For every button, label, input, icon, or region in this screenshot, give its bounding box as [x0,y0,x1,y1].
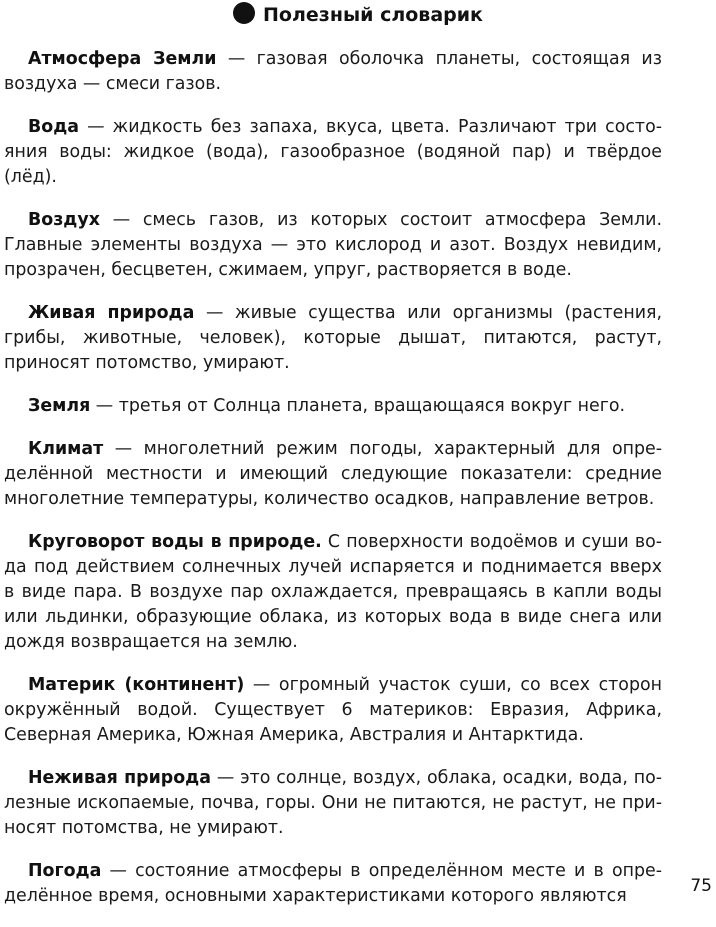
glossary-term: Атмосфера Земли [28,49,217,69]
glossary-entry-weather [4,859,662,909]
glossary-definition: — живые существа или организмы (растения, грибы, животные, человек), которые дышат, питаются, растут, приносят потомство, умирают. [4,303,663,373]
glossary-term: Климат [28,439,104,459]
glossary-entry-water-cycle [4,530,662,655]
glossary-entry-earth [4,394,662,419]
page-number: 75 [690,876,712,896]
glossary-entry-air [4,208,662,283]
glossary-entry-nonliving-nature [4,766,662,841]
glossary-definition: — смесь газов, из которых состоит атмосфера Земли. Главные элементы воздуха — это кислород и азот. Воздух невидим, прозрачен, бесцветен, сжимаем, упруг, растворяется в воде. [4,210,662,280]
glossary-entry-water [4,115,662,190]
glossary-definition: — газовая оболочка планеты, состоящая из воздуха — смеси газов. [4,49,662,94]
glossary-list [4,47,662,927]
page-heading [0,2,716,26]
glossary-entry-continent [4,673,662,748]
glossary-term: Земля [28,396,91,416]
glossary-definition: — многолетний режим погоды, характерный для определённой местности и имеющий следующие показатели: средние многолетние температуры, количество осадков, направление ветров. [4,439,662,509]
glossary-term: Воздух [28,210,100,230]
glossary-term: Вода [28,117,79,137]
filled-circle-icon [233,2,255,24]
glossary-entry-living-nature [4,301,662,376]
glossary-definition: — огромный участок суши, со всех сторон окружённый водой. Существует 6 материков: Евразия, Африка, Северная Америка, Южная Америка, Австралия и Антарктида. [4,675,662,745]
glossary-term: Живая природа [28,303,195,323]
page-title: Полезный словарик [263,4,483,26]
glossary-entry-climate [4,437,662,512]
glossary-entry-atmosphere [4,47,662,97]
glossary-term: Неживая природа [28,768,211,788]
glossary-definition: — состояние атмосферы в определённом месте и в определённое время, основными характеристиками которого являются [4,861,662,906]
glossary-term: Материк (континент) [28,675,245,695]
glossary-definition: — жидкость без запаха, вкуса, цвета. Различают три состояния воды: жидкое (вода), газообразное (водяной пар) и твёрдое (лёд). [4,117,662,187]
glossary-definition: — третья от Солнца планета, вращающаяся вокруг него. [90,396,626,416]
glossary-definition: — это солнце, воздух, облака, осадки, вода, полезные ископаемые, почва, горы. Они не питаются, не растут, не приносят потомства, не умирают. [4,768,662,838]
glossary-term: Круговорот воды в природе. [28,532,322,552]
glossary-definition: С поверхности водоёмов и суши вода под действием солнечных лучей испаряется и поднимается вверх в виде пара. В воздухе пар охлаждается, превращаясь в капли воды или льдинки, образующие облака, из которых вода в виде снега или дождя возвращается на землю. [4,532,662,652]
glossary-term: Погода [28,861,102,881]
